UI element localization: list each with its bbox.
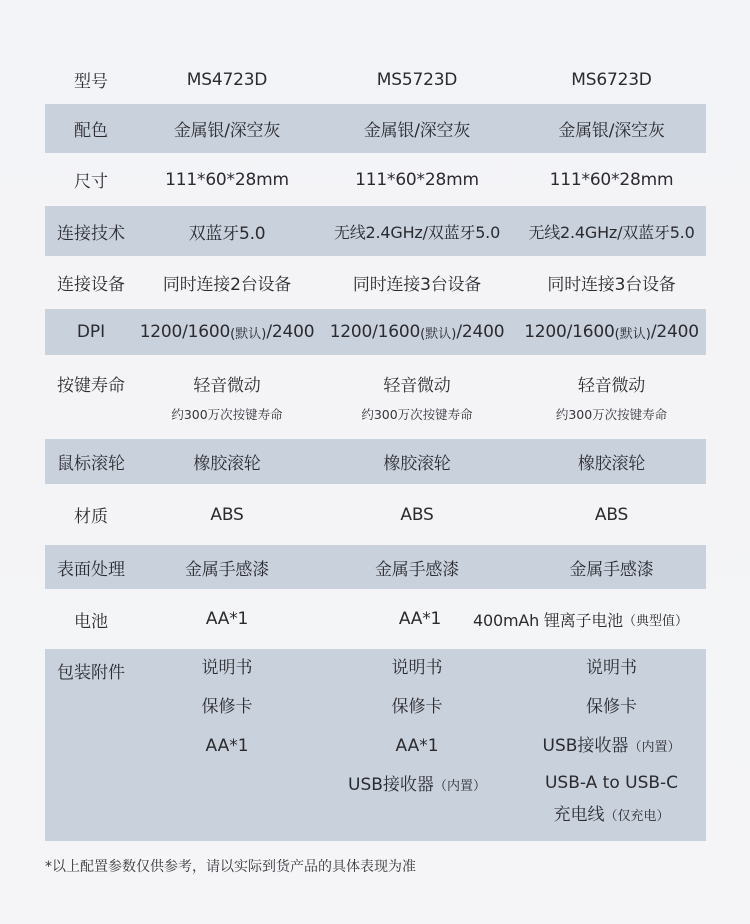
spec-value: 金属银/深空灰 [363, 121, 471, 141]
row-label: 按键寿命 [57, 376, 125, 396]
spec-row-dpi [45, 309, 706, 355]
spec-value: 1200/1600 (默认) /2400 [329, 322, 505, 342]
spec-value: 400mAh 锂离子电池 （典型值） [473, 610, 688, 630]
spec-row-package [45, 649, 706, 841]
spec-value: AA*1 [205, 609, 249, 629]
spec-value: 轻音微动 约300万次按键寿命 [555, 376, 668, 422]
spec-row-color [45, 104, 706, 153]
spec-value: 111*60*28mm [549, 169, 674, 190]
row-label: 包装附件 [57, 663, 125, 683]
row-label: 电池 [74, 611, 108, 632]
spec-value: 橡胶滚轮 [383, 454, 451, 474]
spec-value: 轻音微动 约300万次按键寿命 [171, 376, 283, 422]
spec-value: ABS [594, 504, 629, 525]
spec-row-scroll-wheel [45, 439, 706, 484]
spec-value: 双蓝牙5.0 [188, 223, 266, 244]
spec-row-surface [45, 545, 706, 589]
spec-table [45, 55, 706, 841]
spec-value: 金属手感漆 [569, 559, 654, 580]
spec-value: ABS [210, 504, 244, 525]
spec-value: 同时连接3台设备 [547, 275, 676, 295]
spec-value: 橡胶滚轮 [577, 454, 646, 474]
header-row [45, 55, 706, 104]
model-name: MS5723D [376, 69, 458, 90]
spec-row-battery [45, 589, 706, 649]
spec-value: ABS [400, 504, 434, 525]
spec-value: AA*1 [398, 609, 442, 629]
spec-value: 说明书 保修卡 AA*1 USB接收器（内置） [348, 658, 486, 795]
row-label: 表面处理 [57, 559, 125, 580]
spec-value: 说明书 保修卡 USB接收器（内置） USB-A to USB-C 充电线（仅充电） [542, 658, 681, 825]
spec-value: 无线2.4GHz/双蓝牙5.0 [333, 222, 501, 242]
spec-value: 111*60*28mm [355, 169, 479, 190]
spec-value: 轻音微动 约300万次按键寿命 [361, 376, 473, 422]
row-label: 材质 [74, 507, 108, 527]
spec-row-devices [45, 256, 706, 309]
spec-row-connection-tech [45, 206, 706, 256]
spec-value: 金属银/深空灰 [558, 121, 665, 141]
disclaimer-footnote: *以上配置参数仅供参考，请以实际到货产品的具体表现为准 [45, 859, 416, 875]
row-label: 型号 [74, 72, 108, 92]
spec-value: 1200/1600 (默认) /2400 [139, 322, 315, 342]
row-label: 鼠标滚轮 [57, 454, 125, 474]
model-name: MS6723D [571, 69, 652, 90]
row-label: 连接技术 [57, 223, 125, 244]
spec-row-button-life [45, 355, 706, 439]
row-label: 尺寸 [74, 172, 108, 192]
spec-value: 111*60*28mm [165, 169, 289, 190]
spec-value: 同时连接2台设备 [162, 275, 292, 295]
row-label: 连接设备 [57, 275, 125, 295]
spec-value: 橡胶滚轮 [193, 454, 261, 474]
spec-value: 同时连接3台设备 [352, 275, 482, 295]
spec-row-size [45, 153, 706, 206]
row-label: DPI [76, 322, 106, 342]
row-label: 配色 [74, 121, 108, 141]
model-name: MS4723D [186, 69, 268, 90]
spec-row-material [45, 484, 706, 545]
spec-value: 金属银/深空灰 [173, 121, 281, 141]
spec-value: 金属手感漆 [185, 559, 269, 580]
spec-value: 1200/1600 (默认) /2400 [524, 322, 699, 342]
spec-value: 无线2.4GHz/双蓝牙5.0 [528, 222, 695, 242]
spec-value: 金属手感漆 [375, 559, 459, 580]
spec-value: 说明书 保修卡 AA*1 [201, 658, 253, 756]
